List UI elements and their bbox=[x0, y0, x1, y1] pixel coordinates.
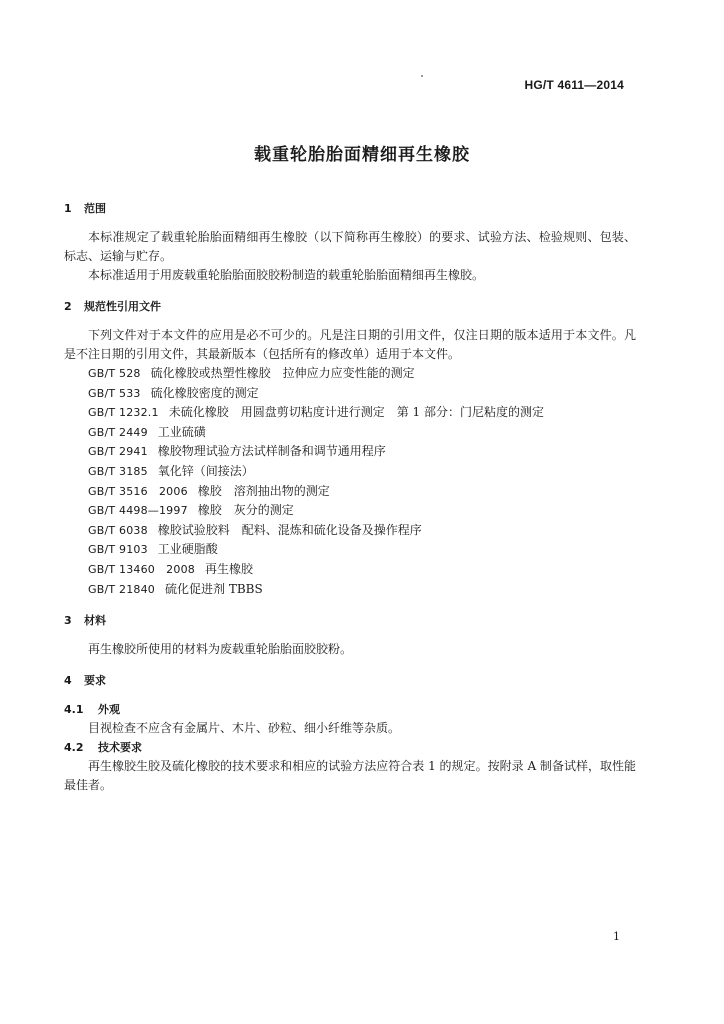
reference-code: GB/T 9103 bbox=[88, 543, 148, 557]
reference-item bbox=[64, 364, 636, 384]
reference-title: 未硫化橡胶 用圆盘剪切粘度计进行测定 第 1 部分：门尼粘度的测定 bbox=[168, 405, 544, 420]
document-title: 载重轮胎胎面精细再生橡胶 bbox=[254, 145, 470, 165]
section-title: 要求 bbox=[84, 674, 106, 688]
reference-item bbox=[64, 462, 636, 482]
reference-code: GB/T 528 bbox=[88, 367, 141, 380]
section-number: 4 bbox=[64, 674, 72, 688]
section-title: 材料 bbox=[84, 614, 106, 628]
reference-item bbox=[64, 482, 636, 502]
reference-code: GB/T 3185 bbox=[88, 464, 148, 478]
scope-paragraph-1: 本标准规定了载重轮胎胎面精细再生橡胶（以下简称再生橡胶）的要求、试验方法、检验规则、包装、标志、运输与贮存。 bbox=[64, 230, 636, 263]
reference-item bbox=[64, 560, 636, 580]
reference-title: 橡胶 灰分的测定 bbox=[197, 503, 294, 518]
reference-title: 橡胶物理试验方法试样制备和调节通用程序 bbox=[157, 444, 386, 459]
subsection-4-1-heading bbox=[64, 700, 636, 719]
references-intro: 下列文件对于本文件的应用是必不可少的。凡是注日期的引用文件，仅注日期的版本适用于本文件。凡是不注日期的引用文件，其最新版本（包括所有的修改单）适用于本文件。 bbox=[64, 328, 636, 361]
reference-title: 再生橡胶 bbox=[204, 561, 253, 576]
technical-requirements-paragraph: 再生橡胶生胶及硫化橡胶的技术要求和相应的试验方法应符合表 1 的规定。按附录 A 制备试样，取性能最佳者。 bbox=[64, 759, 637, 793]
subsection-4-2-heading bbox=[64, 738, 636, 757]
subsection-title: 外观 bbox=[98, 703, 120, 717]
reference-code: GB/T 2449 bbox=[88, 425, 148, 439]
reference-title: 橡胶 溶剂抽出物的测定 bbox=[197, 483, 330, 498]
section-1-heading bbox=[64, 199, 636, 218]
reference-title: 硫化橡胶或热塑性橡胶 拉伸应力应变性能的测定 bbox=[150, 366, 415, 380]
reference-item bbox=[64, 540, 636, 560]
appearance-paragraph: 目视检查不应含有金属片、木片、砂粒、细小纤维等杂质。 bbox=[88, 721, 401, 736]
reference-item bbox=[64, 442, 636, 462]
reference-title: 工业硬脂酸 bbox=[157, 542, 218, 557]
subsection-number: 4.2 bbox=[64, 741, 84, 755]
section-title: 范围 bbox=[84, 202, 106, 215]
standard-code: HG/T 4611—2014 bbox=[524, 78, 624, 92]
reference-item bbox=[64, 521, 636, 541]
reference-code: GB/T 13460 2008 bbox=[88, 562, 195, 576]
reference-code: GB/T 21840 bbox=[88, 582, 155, 596]
subsection-title: 技术要求 bbox=[98, 741, 142, 755]
reference-item bbox=[64, 423, 636, 443]
page-number: 1 bbox=[613, 930, 620, 943]
reference-title: 硫化促进剂 TBBS bbox=[165, 581, 263, 596]
reference-item bbox=[64, 384, 636, 404]
materials-paragraph: 再生橡胶所使用的材料为废载重轮胎胎面胶胶粉。 bbox=[88, 642, 353, 657]
subsection-number: 4.1 bbox=[64, 703, 84, 717]
reference-item bbox=[64, 501, 636, 521]
reference-item bbox=[64, 580, 636, 600]
reference-code: GB/T 2941 bbox=[88, 445, 148, 459]
section-number: 3 bbox=[64, 614, 72, 628]
reference-list bbox=[64, 364, 636, 599]
section-3-heading bbox=[64, 611, 636, 630]
reference-item bbox=[64, 403, 636, 423]
section-number: 1 bbox=[64, 202, 72, 215]
reference-code: GB/T 4498—1997 bbox=[88, 504, 188, 518]
reference-title: 氧化锌（间接法） bbox=[157, 463, 254, 478]
reference-code: GB/T 6038 bbox=[88, 523, 148, 537]
reference-title: 工业硫磺 bbox=[157, 424, 206, 439]
reference-title: 橡胶试验胶料 配料、混炼和硫化设备及操作程序 bbox=[157, 522, 422, 537]
reference-code: GB/T 533 bbox=[88, 386, 141, 400]
scan-speck bbox=[421, 75, 423, 77]
reference-code: GB/T 3516 2006 bbox=[88, 484, 188, 498]
reference-code: GB/T 1232.1 bbox=[88, 406, 159, 420]
reference-title: 硫化橡胶密度的测定 bbox=[150, 385, 259, 400]
section-title: 规范性引用文件 bbox=[84, 300, 161, 313]
section-2-heading bbox=[64, 297, 636, 316]
scope-paragraph-2: 本标准适用于用废载重轮胎胎面胶胶粉制造的载重轮胎胎面精细再生橡胶。 bbox=[88, 268, 485, 282]
section-4-heading bbox=[64, 671, 636, 690]
document-body bbox=[64, 199, 636, 795]
section-number: 2 bbox=[64, 300, 72, 313]
